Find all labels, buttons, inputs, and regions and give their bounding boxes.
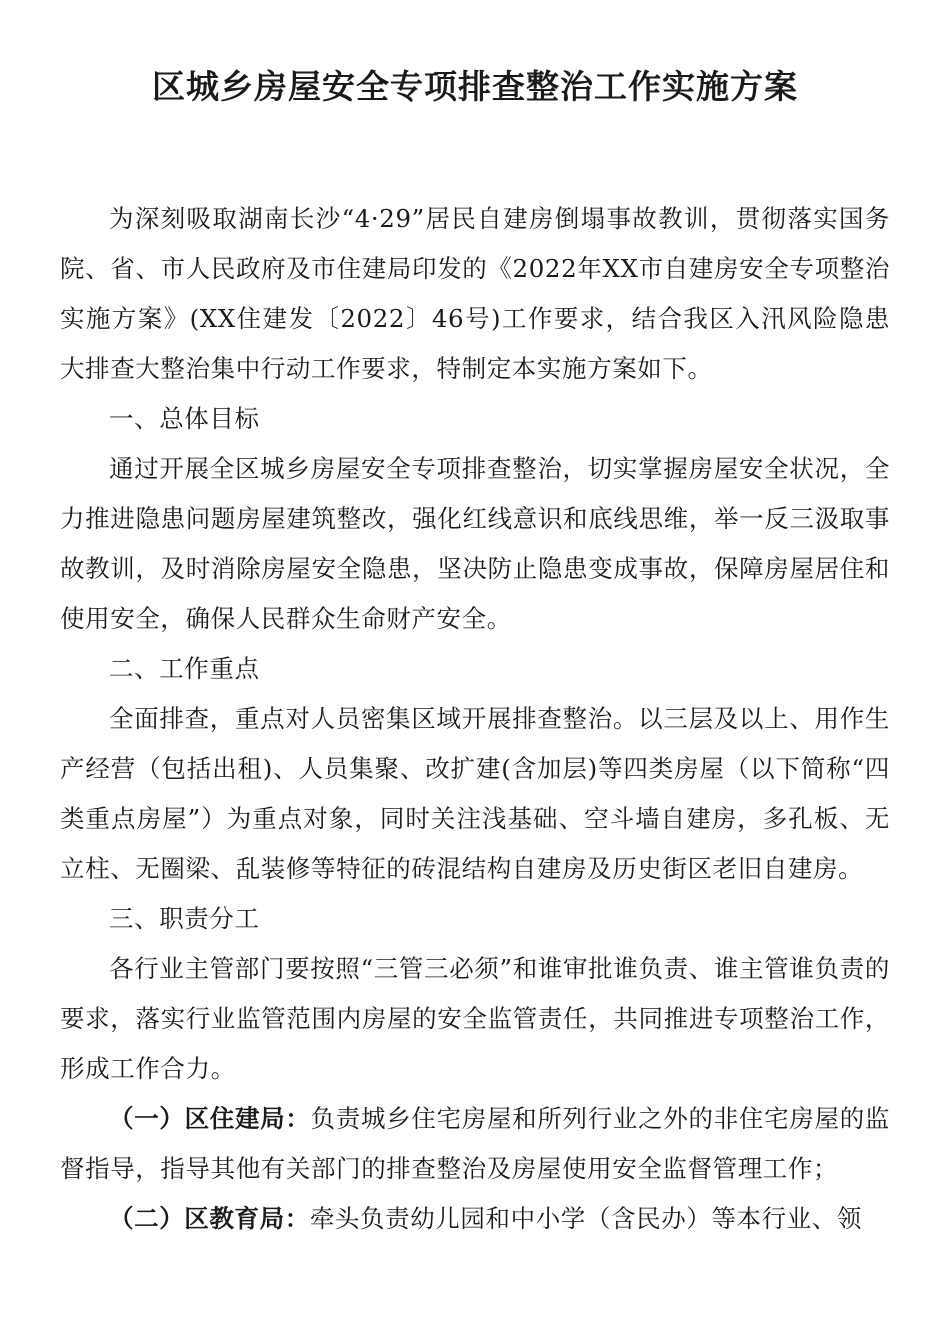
intro-paragraph: 为深刻吸取湖南长沙“4·29”居民自建房倒塌事故教训，贯彻落实国务院、省、市人民政府及市住建局印发的《2022年XX市自建房安全专项整治实施方案》(XX住建发〔2022〕46号)工作要求，结合我区入汛风险隐患大排查大整治集中行动工作要求，特制定本实施方案如下。 <box>60 204 890 383</box>
document-title: 区城乡房屋安全专项排查整治工作实施方案 <box>152 67 798 106</box>
duty-text: 负责城乡住宅房屋和所列行业之外的非住宅房屋的监督指导，指导其他有关部门的排查整治及房屋使用安全监督管理工作； <box>60 1104 890 1183</box>
section-body-focus: 全面排查，重点对人员密集区域开展排查整治。以三层及以上、用作生产经营（包括出租)、人员集聚、改扩建(含加层)等四类房屋（以下简称“四类重点房屋”）为重点对象，同时关注浅基础、空斗墙自建房，多孔板、无立柱、无圈梁、乱装修等特征的砖混结构自建房及历史街区老旧自建房。 <box>60 704 890 883</box>
section-body-goals: 通过开展全区城乡房屋安全专项排查整治，切实掌握房屋安全状况，全力推进隐患问题房屋建筑整改，强化红线意识和底线思维，举一反三汲取事故教训，及时消除房屋安全隐患，坚决防止隐患变成事故，保障房屋居住和使用安全，确保人民群众生命财产安全。 <box>60 454 890 633</box>
document-page <box>60 58 890 1244</box>
duty-label: （一）区住建局： <box>109 1104 311 1133</box>
duty-label: （二）区教育局： <box>109 1204 310 1233</box>
section-heading-goals: 一、总体目标 <box>109 404 260 433</box>
section-heading-duties: 三、职责分工 <box>109 904 260 933</box>
section-heading-focus: 二、工作重点 <box>109 654 260 683</box>
duty-text: 牵头负责幼儿园和中小学（含民办）等本行业、领 <box>309 1204 863 1233</box>
duty-item-education-bureau <box>60 1194 890 1244</box>
section-body-duties: 各行业主管部门要按照“三管三必须”和谁审批谁负责、谁主管谁负责的要求，落实行业监管范围内房屋的安全监管责任，共同推进专项整治工作，形成工作合力。 <box>60 954 890 1083</box>
duty-item-housing-bureau <box>60 1094 890 1194</box>
